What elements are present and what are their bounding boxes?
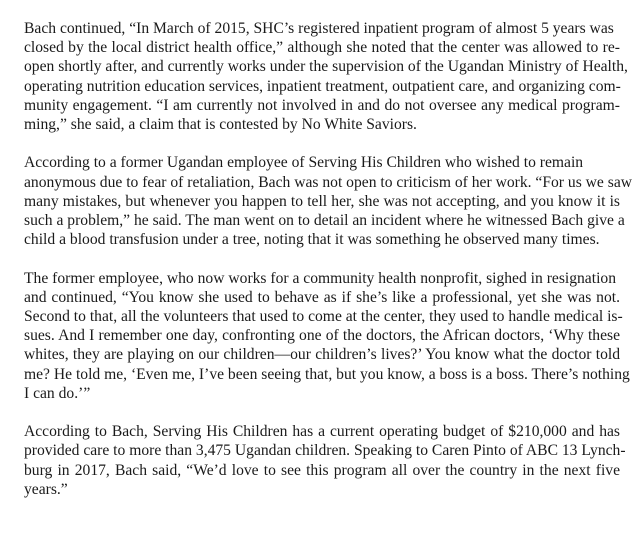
text-line: munity engagement. “I am currently not involved in and do not oversee any medical program- bbox=[24, 96, 620, 114]
text-line: open shortly after, and currently works under the supervision of the Ugandan Ministry of Health, bbox=[24, 58, 628, 76]
text-line: provided care to more than 3,475 Ugandan children. Speaking to Caren Pinto of ABC 13 Lynch- bbox=[24, 442, 626, 460]
paragraph-1 bbox=[24, 19, 628, 134]
text-line: child a blood transfusion under a tree, noting that it was something he observed many times. bbox=[24, 231, 600, 249]
paragraph-4 bbox=[24, 422, 626, 499]
text-line: operating nutrition education services, inpatient treatment, outpatient care, and organizing com- bbox=[24, 77, 621, 95]
text-line: anonymous due to fear of retaliation, Bach was not open to criticism of her work. “For us we saw bbox=[24, 173, 632, 191]
text-line: such a problem,” he said. The man went on to detail an incident where he witnessed Bach give a bbox=[24, 212, 625, 230]
text-line: ming,” she said, a claim that is contested by No White Saviors. bbox=[24, 116, 417, 134]
text-line: many mistakes, but whenever you happen to tell her, she was not accepting, and you know it is bbox=[24, 192, 620, 210]
text-line: years.” bbox=[24, 480, 68, 498]
text-line: According to Bach, Serving His Children has a current operating budget of $210,000 and has bbox=[24, 423, 620, 441]
text-line: whites, they are playing on our children—our children’s lives?’ You know what the doctor told bbox=[24, 346, 620, 364]
text-line: me? He told me, ‘Even me, I’ve been seeing that, but you know, a boss is a boss. There’s nothing bbox=[24, 365, 630, 383]
paragraph-3 bbox=[24, 269, 630, 403]
article-body bbox=[24, 19, 632, 518]
text-line: Second to that, all the volunteers that used to come at the center, they used to handle medical is- bbox=[24, 308, 623, 326]
text-line: The former employee, who now works for a community health nonprofit, sighed in resignation bbox=[24, 269, 616, 287]
text-line: Bach continued, “In March of 2015, SHC’s registered inpatient program of almost 5 years was bbox=[24, 20, 614, 37]
text-line: According to a former Ugandan employee of Serving His Children who wished to remain bbox=[24, 154, 584, 172]
text-line: sues. And I remember one day, confronting one of the doctors, the African doctors, ‘Why these bbox=[24, 327, 620, 345]
text-line: burg in 2017, Bach said, “We’d love to see this program all over the country in the next five bbox=[24, 461, 620, 479]
text-line: and continued, “You know she used to behave as if she’s like a professional, yet she was not. bbox=[24, 288, 620, 306]
text-line: I can do.’” bbox=[24, 384, 91, 402]
text-line: closed by the local district health office,” although she noted that the center was allowed to re- bbox=[24, 39, 620, 57]
paragraph-2 bbox=[24, 153, 632, 249]
